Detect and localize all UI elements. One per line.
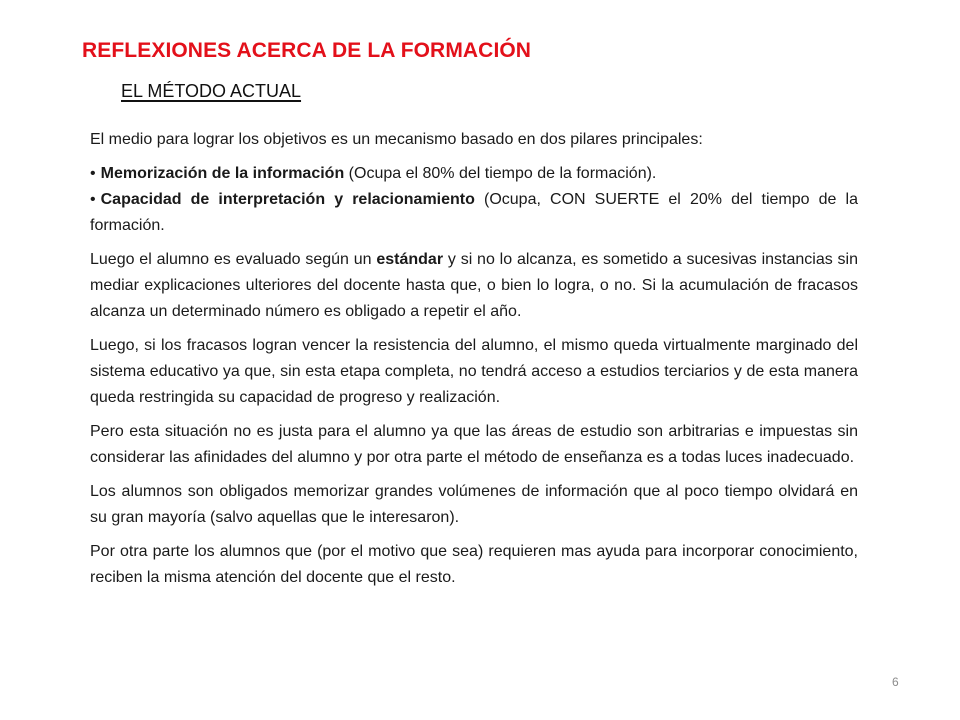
paragraph-text: Luego el alumno es evaluado según un [90, 251, 377, 268]
list-item [90, 187, 858, 239]
evaluation-paragraph [90, 247, 858, 325]
list-item [90, 161, 858, 187]
slide-title: REFLEXIONES ACERCA DE LA FORMACIÓN [82, 39, 532, 62]
bullet-heading: Memorización de la información [100, 165, 345, 182]
bullet-icon: • [90, 191, 96, 208]
page-number: 6 [892, 675, 899, 689]
bullet-icon: • [90, 165, 96, 182]
slide-subtitle: EL MÉTODO ACTUAL [121, 81, 302, 101]
bullet-text: (Ocupa el 80% del tiempo de la formación). [344, 165, 657, 182]
emphasis-text: estándar [376, 251, 444, 268]
slide-body [90, 127, 858, 599]
fairness-paragraph: Pero esta situación no es justa para el alumno ya que las áreas de estudio son arbitrarias e impuestas sin considerar las afinidades del alumno y por otra parte el método de enseñanza es a todas luces inadecuado. [90, 423, 858, 466]
intro-paragraph: El medio para lograr los objetivos es un mecanismo basado en dos pilares principales: [90, 131, 703, 148]
pillars-list [90, 161, 858, 239]
marginalization-paragraph: Luego, si los fracasos logran vencer la resistencia del alumno, el mismo queda virtualmente marginado del sistema educativo ya que, sin esta etapa completa, no tendrá acceso a estudios terciarios y de esta manera queda restringida su capacidad de progreso y realización. [90, 337, 858, 406]
bullet-heading: Capacidad de interpretación y relacionamiento [100, 191, 475, 208]
paragraph-text: y si no lo alcanza, es sometido a sucesivas instancias sin mediar explicaciones ulteriores del docente hasta que, o bien lo logra, o no. Si la acumulación de fracasos alcanza un determinado número es obligado a repetir el año. [90, 251, 858, 320]
bullet-text: (Ocupa, CON SUERTE el 20% del tiempo de la formación. [90, 191, 859, 234]
memorization-paragraph: Los alumnos son obligados memorizar grandes volúmenes de información que al poco tiempo olvidará en su gran mayoría (salvo aquellas que le interesaron). [90, 483, 858, 526]
attention-paragraph: Por otra parte los alumnos que (por el motivo que sea) requieren mas ayuda para incorporar conocimiento, reciben la misma atención del docente que el resto. [90, 543, 858, 586]
